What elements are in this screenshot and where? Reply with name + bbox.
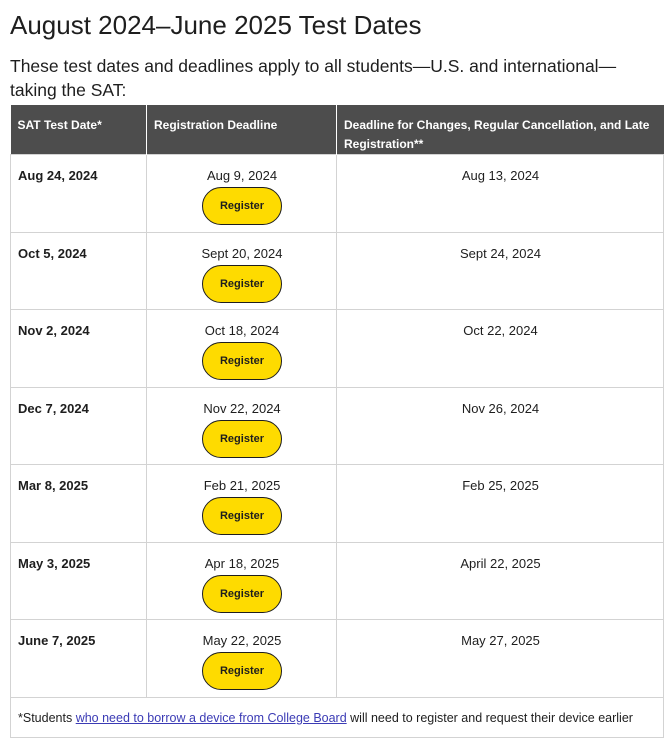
registration-deadline-text: Oct 18, 2024 (204, 323, 280, 338)
table-row (11, 310, 664, 388)
footnote (11, 697, 664, 737)
registration-deadline-cell (147, 620, 337, 698)
header-test-date: SAT Test Date* (11, 105, 147, 155)
test-date-cell: Aug 24, 2024 (11, 155, 147, 233)
test-date-cell: Dec 7, 2024 (11, 387, 147, 465)
table-row (11, 620, 664, 698)
registration-deadline-text: Apr 18, 2025 (204, 555, 280, 571)
page-title: August 2024–June 2025 Test Dates (10, 10, 422, 40)
late-deadline-cell: Aug 13, 2024 (337, 155, 664, 233)
table-row (11, 232, 664, 310)
registration-deadline-text: Aug 9, 2024 (206, 168, 278, 183)
late-deadline-cell: Nov 26, 2024 (337, 387, 664, 465)
late-deadline-cell: Feb 25, 2025 (337, 465, 664, 543)
register-button[interactable]: Register (202, 497, 282, 535)
table-header-row (11, 105, 664, 155)
test-date-cell: May 3, 2025 (11, 542, 147, 620)
registration-deadline-text: Feb 21, 2025 (203, 478, 281, 493)
test-date-cell: Nov 2, 2024 (11, 310, 147, 388)
footnote-text-before: *Students (18, 710, 76, 725)
table-row (11, 465, 664, 543)
table-body (11, 155, 664, 698)
registration-deadline-text: Nov 22, 2024 (203, 400, 281, 416)
test-date-cell: June 7, 2025 (11, 620, 147, 698)
registration-deadline-cell (147, 232, 337, 310)
test-date-cell: Mar 8, 2025 (11, 465, 147, 543)
late-deadline-cell: May 27, 2025 (337, 620, 664, 698)
registration-deadline-text: Sept 20, 2024 (201, 245, 283, 261)
late-deadline-cell: Sept 24, 2024 (337, 232, 664, 310)
header-registration-deadline: Registration Deadline (147, 105, 337, 155)
register-button[interactable]: Register (202, 342, 282, 380)
intro-text: These test dates and deadlines apply to all students—U.S. and international—taking the SAT: (10, 56, 617, 100)
table-row (11, 542, 664, 620)
header-late-deadline: Deadline for Changes, Regular Cancellation, and Late Registration** (337, 105, 664, 155)
register-button[interactable]: Register (202, 187, 282, 225)
table-row (11, 387, 664, 465)
test-dates-table (10, 105, 664, 738)
register-button[interactable]: Register (202, 575, 282, 613)
table-row (11, 155, 664, 233)
test-date-cell: Oct 5, 2024 (11, 232, 147, 310)
register-button[interactable]: Register (202, 420, 282, 458)
registration-deadline-cell (147, 155, 337, 233)
registration-deadline-text: May 22, 2025 (202, 633, 282, 648)
registration-deadline-cell (147, 310, 337, 388)
late-deadline-cell: Oct 22, 2024 (337, 310, 664, 388)
register-button[interactable]: Register (202, 652, 282, 690)
footnote-text-after: will need to register and request their device earlier (346, 710, 633, 725)
register-button[interactable]: Register (202, 265, 282, 303)
registration-deadline-cell (147, 542, 337, 620)
late-deadline-cell: April 22, 2025 (337, 542, 664, 620)
footnote-row (11, 697, 664, 737)
registration-deadline-cell (147, 465, 337, 543)
registration-deadline-cell (147, 387, 337, 465)
test-dates-table-container (10, 105, 663, 738)
borrow-device-link[interactable]: who need to borrow a device from College Board (75, 710, 347, 725)
